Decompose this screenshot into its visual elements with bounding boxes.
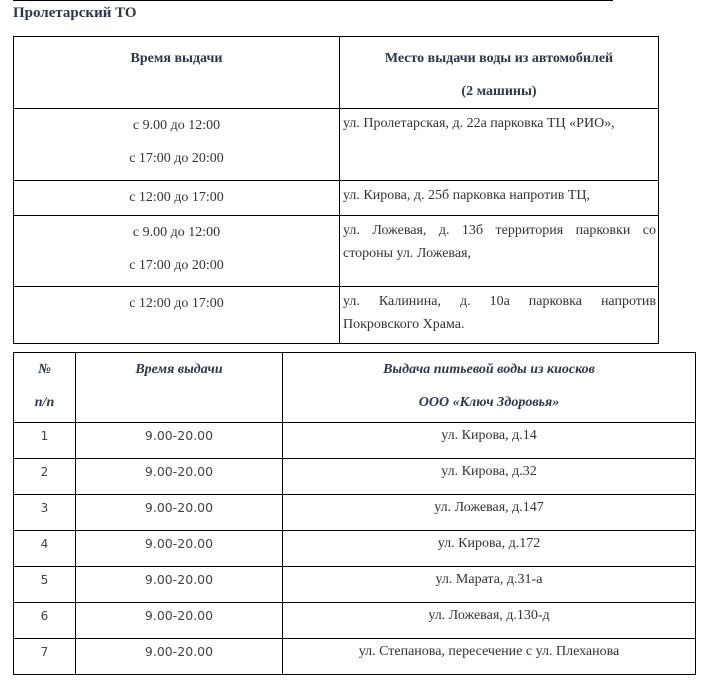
time-line: с 9.00 до 12:00 [132,225,221,240]
time-line: с 17:00 до 20:00 [129,258,224,273]
row-time: 9.00-20.00 [76,495,283,531]
header-address-line2: ООО «Ключ Здоровья» [418,395,560,410]
time-cell [14,181,340,216]
place-cell [340,287,659,344]
row-time: 9.00-20.00 [76,567,283,603]
place-cell [340,109,659,181]
header-time-label: Время выдачи [130,51,223,66]
row-time: 9.00-20.00 [76,423,283,459]
time-cell [14,287,340,344]
header-address-line1: Выдача питьевой воды из киосков [383,362,595,377]
place-text-line1: ул. Ложевая, д. 13б территория парковки со [343,223,656,238]
time-line: с 12:00 до 17:00 [129,190,224,205]
place-cell [340,216,659,287]
header-place-line1: Место выдачи воды из автомобилей [384,51,614,66]
place-text-line1: ул. Калинина, д. 10а парковка напротив [343,294,656,309]
row-number: 6 [14,603,76,639]
row-time: 9.00-20.00 [76,459,283,495]
row-number: 4 [14,531,76,567]
row-number: 5 [14,567,76,603]
header-time [14,37,340,109]
row-time: 9.00-20.00 [76,603,283,639]
place-text-line2: стороны ул. Ложевая, [343,246,471,261]
table-row [14,181,659,216]
place-cell [340,181,659,216]
row-address: ул. Марата, д.31-а [283,567,696,603]
row-number: 3 [14,495,76,531]
row-number: 1 [14,423,76,459]
time-cell [14,109,340,181]
place-text: ул. Кирова, д. 25б парковка напротив ТЦ, [343,188,591,203]
table-row [14,603,696,639]
table-row [14,639,696,675]
row-number: 2 [14,459,76,495]
row-time: 9.00-20.00 [76,639,283,675]
row-time: 9.00-20.00 [76,531,283,567]
row-address: ул. Степанова, пересечение с ул. Плеханова [283,639,696,675]
kiosk-water-table [13,352,696,675]
row-address: ул. Кирова, д.32 [283,459,696,495]
table-header-row [14,37,659,109]
time-line: с 12:00 до 17:00 [129,296,224,311]
table-row [14,216,659,287]
vehicle-water-table [13,36,659,344]
row-address: ул. Кирова, д.14 [283,423,696,459]
table-row [14,423,696,459]
header-address [283,353,696,423]
header-place [340,37,659,109]
table-row [14,459,696,495]
time-line: с 17:00 до 20:00 [129,151,224,166]
place-text: ул. Пролетарская, д. 22а парковка ТЦ «РИО», [343,116,615,131]
header-time-label: Время выдачи [135,362,223,377]
time-line: с 9.00 до 12:00 [132,118,221,133]
header-place-line2: (2 машины) [461,84,537,99]
header-number-line1: № [38,362,51,377]
table-row [14,531,696,567]
time-cell [14,216,340,287]
previous-table-fragment [13,0,613,1]
row-address: ул. Ложевая, д.130-д [283,603,696,639]
header-number [14,353,76,423]
row-number: 7 [14,639,76,675]
table-header-row [14,353,696,423]
header-number-line2: п/п [34,395,55,410]
table-row [14,567,696,603]
row-address: ул. Ложевая, д.147 [283,495,696,531]
row-address: ул. Кирова, д.172 [283,531,696,567]
table-row [14,109,659,181]
table-row [14,495,696,531]
header-time [76,353,283,423]
table-row [14,287,659,344]
section-title: Пролетарский ТО [13,5,137,21]
place-text-line2: Покровского Храма. [343,317,465,332]
